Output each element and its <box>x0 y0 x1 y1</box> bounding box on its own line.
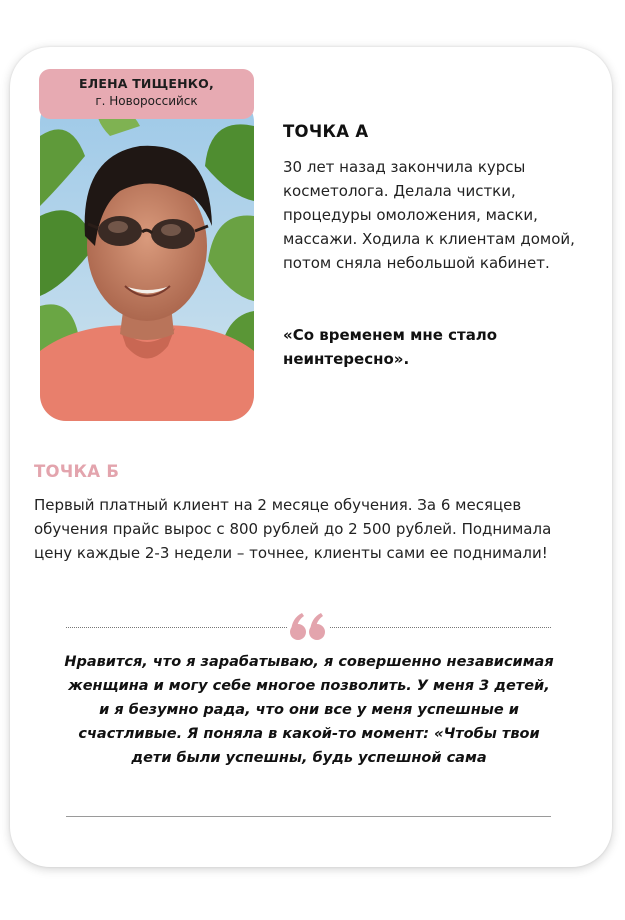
point-a-title: ТОЧКА А <box>283 122 369 141</box>
point-a-text: 30 лет назад закончила курсы косметолога. Делала чистки, процедуры омоложения, маски, массажи. Ходила к клиентам домой, потом сняла небольшой кабинет. <box>283 158 575 272</box>
point-b-title: ТОЧКА Б <box>34 462 120 481</box>
name-badge <box>39 69 254 119</box>
person-city: г. Новороссийск <box>95 94 198 108</box>
testimonial-text: Нравится, что я зарабатываю, я совершенно независимая женщина и могу себе многое позволить. У меня 3 детей, и я безумно рада, что они все у меня успешные и счастливые. Я поняла в какой-то момент: «Чтобы твои дети были успешны, будь успешной сама <box>64 654 554 766</box>
quote-marks-icon <box>287 612 329 642</box>
point-b-text: Первый платный клиент на 2 месяце обучения. За 6 месяцев обучения прайс вырос с 800 рублей до 2 500 рублей. Поднимала цену каждые 2-3 недели – точнее, клиенты сами ее поднимали! <box>34 496 552 562</box>
divider-bottom <box>66 816 551 817</box>
point-a-quote: «Со временем мне стало неинтересно». <box>283 326 498 368</box>
portrait-photo <box>40 96 254 421</box>
person-name: ЕЛЕНА ТИЩЕНКО, <box>79 76 214 91</box>
